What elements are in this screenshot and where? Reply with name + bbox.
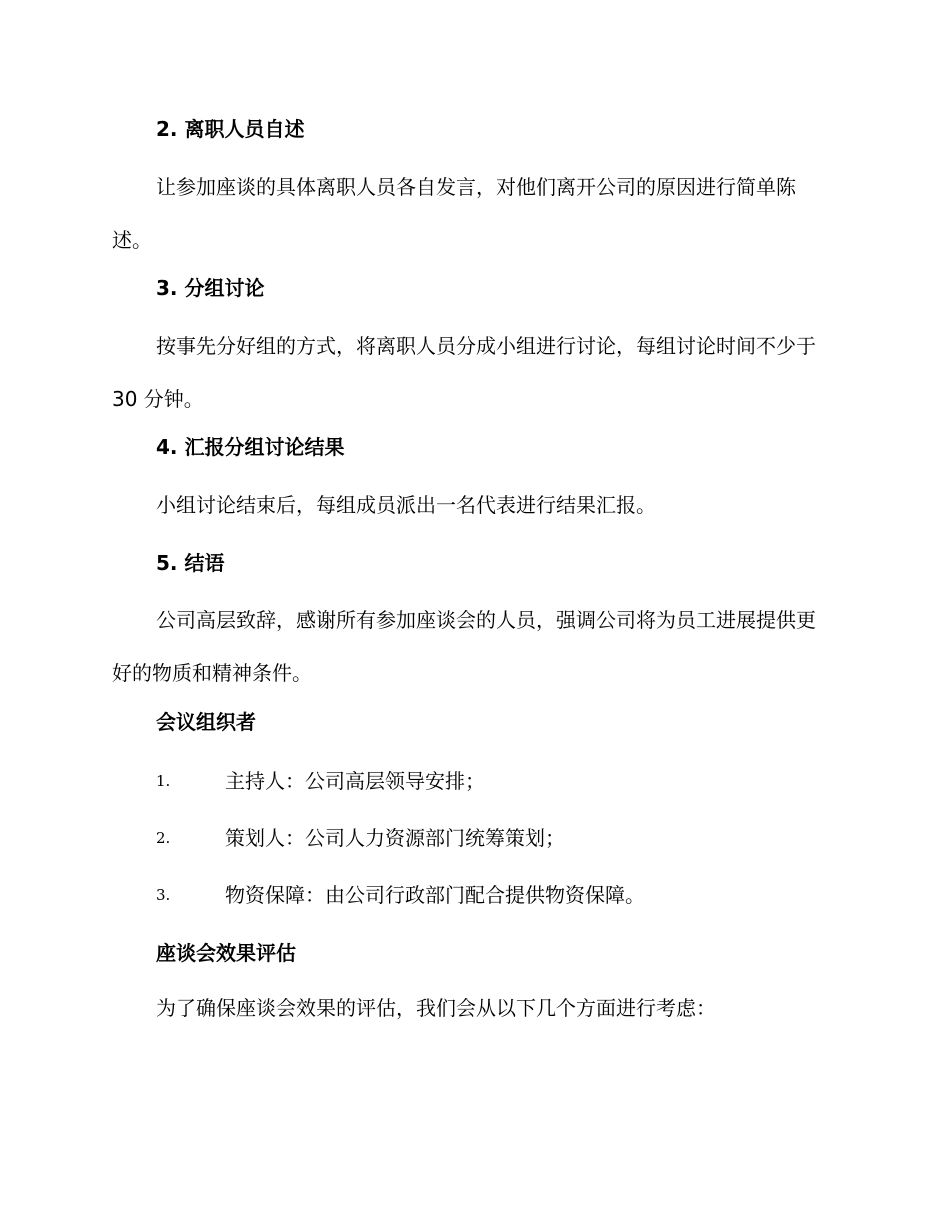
section-heading-report-results: 4. 汇报分组讨论结果 bbox=[156, 435, 345, 459]
list-number: 2. bbox=[156, 829, 171, 847]
list-text: 策划人：公司人力资源部门统筹策划； bbox=[225, 826, 565, 850]
evaluation-body: 为了确保座谈会效果的评估，我们会从以下几个方面进行考虑： bbox=[156, 996, 716, 1020]
section-body-closing: 公司高层致辞，感谢所有参加座谈会的人员，强调公司将为员工进展提供更好的物质和精神条件。 bbox=[112, 608, 816, 685]
list-text: 主持人：公司高层领导安排； bbox=[225, 769, 485, 793]
organizers-heading: 会议组织者 bbox=[156, 710, 256, 734]
section-heading-closing: 5. 结语 bbox=[156, 551, 225, 575]
section-body-group-discussion: 按事先分好组的方式，将离职人员分成小组进行讨论，每组讨论时间不少于 30 分钟。 bbox=[112, 334, 816, 411]
section-body-self-statement: 让参加座谈的具体离职人员各自发言，对他们离开公司的原因进行简单陈述。 bbox=[112, 175, 796, 252]
section-heading-group-discussion: 3. 分组讨论 bbox=[156, 276, 265, 300]
section-heading-self-statement: 2. 离职人员自述 bbox=[156, 117, 305, 141]
section-body-report-results: 小组讨论结束后，每组成员派出一名代表进行结果汇报。 bbox=[156, 493, 656, 517]
list-text: 物资保障：由公司行政部门配合提供物资保障。 bbox=[225, 883, 645, 907]
evaluation-heading: 座谈会效果评估 bbox=[156, 941, 296, 965]
list-number: 1. bbox=[156, 772, 171, 790]
list-number: 3. bbox=[156, 886, 171, 904]
